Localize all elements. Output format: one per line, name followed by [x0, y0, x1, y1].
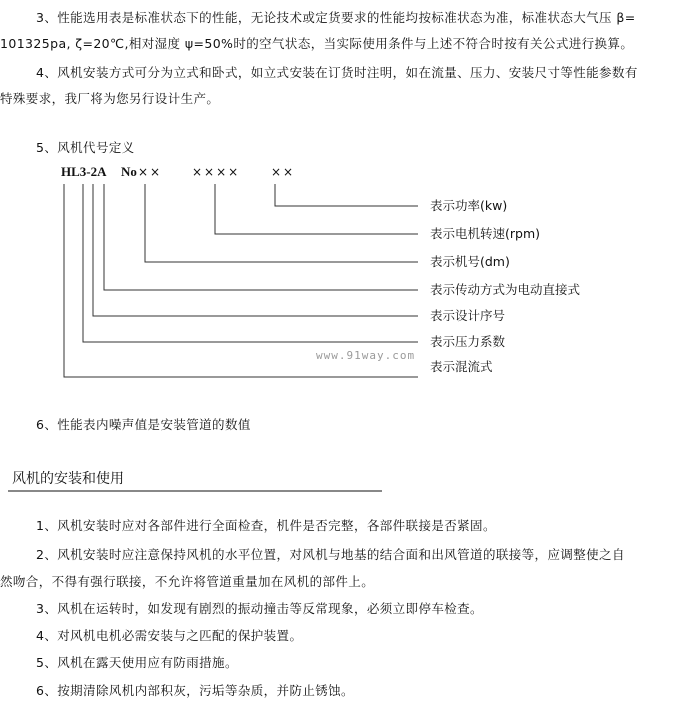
install-item-2-line-2: 然吻合，不得有强行联接，不允许将管道重量加在风机的部件上。 [0, 574, 375, 589]
section-divider [8, 490, 382, 492]
label-drive-type: 表示传动方式为电动直接式 [430, 282, 581, 297]
section-heading-installation: 风机的安装和使用 [12, 471, 124, 487]
para-4-line-1: 4、风机安装方式可分为立式和卧式，如立式安装在订货时注明，如在流量、压力、安装尺寸等性能参数有 [36, 65, 638, 80]
install-item-2-line-1: 2、风机安装时应注意保持风机的水平位置，对风机与地基的结合面和出风管道的联接等，应调整使之自 [36, 547, 625, 562]
model-code-x-group-3: ×× [271, 165, 296, 179]
model-definition-title: 5、风机代号定义 [36, 140, 135, 155]
leader-line-pressure [83, 184, 418, 342]
leader-line-machine-no [145, 184, 418, 262]
para-3-line-1: 3、性能选用表是标准状态下的性能，无论技术或定货要求的性能均按标准状态为准，标准状态大气压 β= [36, 10, 636, 25]
label-power: 表示功率(kw) [430, 198, 508, 213]
label-pressure-coefficient: 表示压力系数 [430, 334, 506, 349]
label-mixed-flow: 表示混流式 [430, 359, 493, 374]
model-code-x-group-1: ×× [138, 165, 163, 179]
watermark: www.91way.com [316, 349, 416, 362]
noise-note: 6、性能表内噪声值是安装管道的数值 [36, 417, 251, 432]
leader-line-drive [104, 184, 418, 290]
label-design-sequence: 表示设计序号 [430, 308, 506, 323]
install-item-1: 1、风机安装时应对各部件进行全面检查，机件是否完整，各部件联接是否紧固。 [36, 518, 496, 533]
label-motor-speed: 表示电机转速(rpm) [430, 226, 541, 241]
model-code-no: No [121, 164, 137, 179]
para-3-line-2: 101325pa, ζ=20℃,相对湿度 ψ=50%时的空气状态，当实际使用条件与上述不符合时按有关公式进行换算。 [0, 36, 634, 51]
model-code-x-group-2: ×××× [192, 165, 241, 179]
label-machine-number: 表示机号(dm) [430, 254, 510, 269]
leader-line-speed [215, 184, 418, 234]
para-4-line-2: 特殊要求，我厂将为您另行设计生产。 [0, 91, 220, 106]
model-code-prefix: HL3-2A [61, 164, 107, 179]
leader-line-design-seq [93, 184, 418, 316]
install-item-3: 3、风机在运转时，如发现有剧烈的振动撞击等反常现象，必须立即停车检查。 [36, 601, 483, 616]
leader-line-power [275, 184, 418, 206]
install-item-4: 4、对风机电机必需安装与之匹配的保护装置。 [36, 628, 303, 643]
install-item-5: 5、风机在露天使用应有防雨措施。 [36, 655, 238, 670]
install-item-6: 6、按期清除风机内部积灰，污垢等杂质，并防止锈蚀。 [36, 683, 354, 698]
